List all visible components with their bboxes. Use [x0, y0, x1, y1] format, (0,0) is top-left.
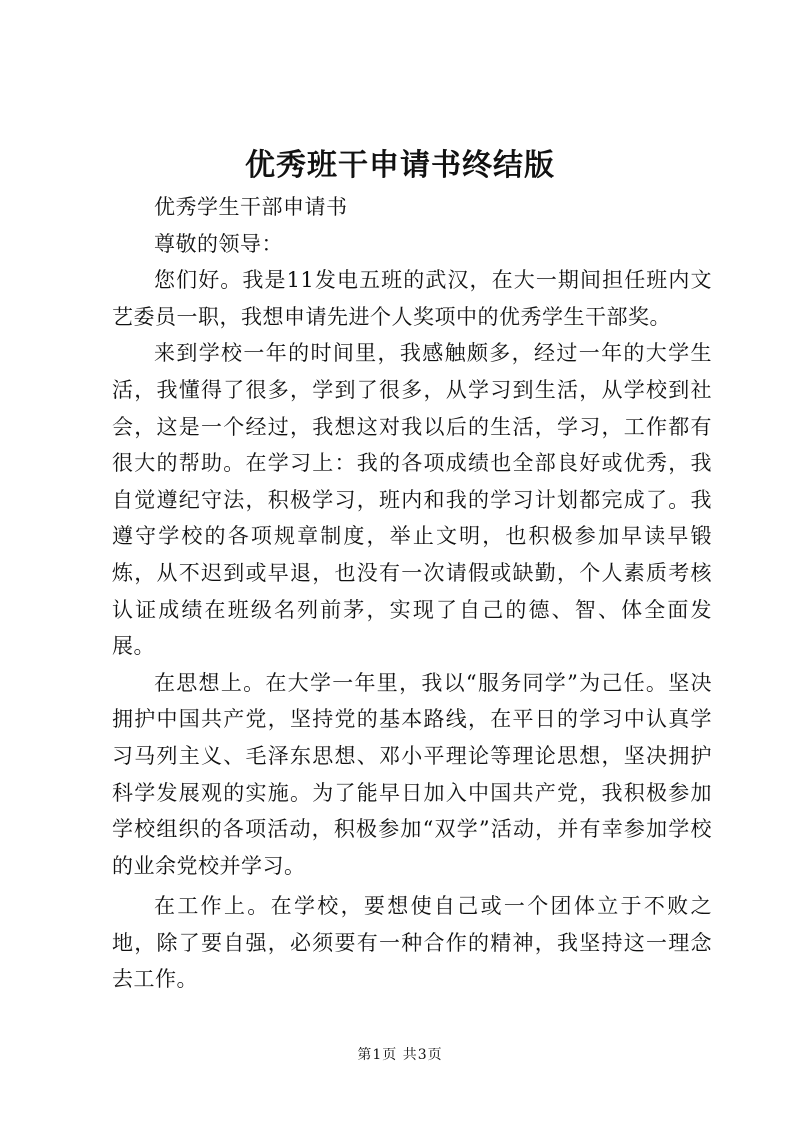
paragraph-ideology: 在思想上。在大学一年里，我以“服务同学”为己任。坚决拥护中国共产党，坚持党的基本路线，在平日的学习中认真学习马列主义、毛泽东思想、邓小平理论等理论思想，坚决拥护科学发展观的实施。为了能早日加入中国共产党，我积极参加学校组织的各项活动，积极参加“双学”活动，并有幸参加学校的业余党校并学习。 — [112, 670, 712, 878]
paragraph-work: 在工作上。在学校，要想使自己或一个团体立于不败之地，除了要自强，必须要有一种合作的精神，我坚持这一理念去工作。 — [112, 894, 712, 992]
document-title: 优秀班干申请书终结版 — [245, 148, 555, 183]
paragraph-study: 来到学校一年的时间里，我感触颇多，经过一年的大学生活，我懂得了很多，学到了很多，从学习到生活，从学校到社会，这是一个经过，我想这对我以后的生活，学习，工作都有很大的帮助。在学习上：我的各项成绩也全部良好或优秀，我自觉遵纪守法，积极学习，班内和我的学习计划都完成了。我遵守学校的各项规章制度，举止文明，也积极参加早读早锻炼，从不迟到或早退，也没有一次请假或缺勤，个人素质考核认证成绩在班级名列前茅，实现了自己的德、智、体全面发展。 — [112, 341, 712, 659]
paragraph-salutation: 尊敬的领导： — [154, 231, 283, 256]
document-body — [112, 189, 712, 998]
paragraph-subtitle: 优秀学生干部申请书 — [154, 195, 348, 219]
page-number-footer: 第1页 共3页 — [357, 1047, 443, 1063]
paragraph-introduction: 您们好。我是11发电五班的武汉，在大一期间担任班内文艺委员一职，我想申请先进个人奖项中的优秀学生干部奖。 — [112, 268, 712, 329]
